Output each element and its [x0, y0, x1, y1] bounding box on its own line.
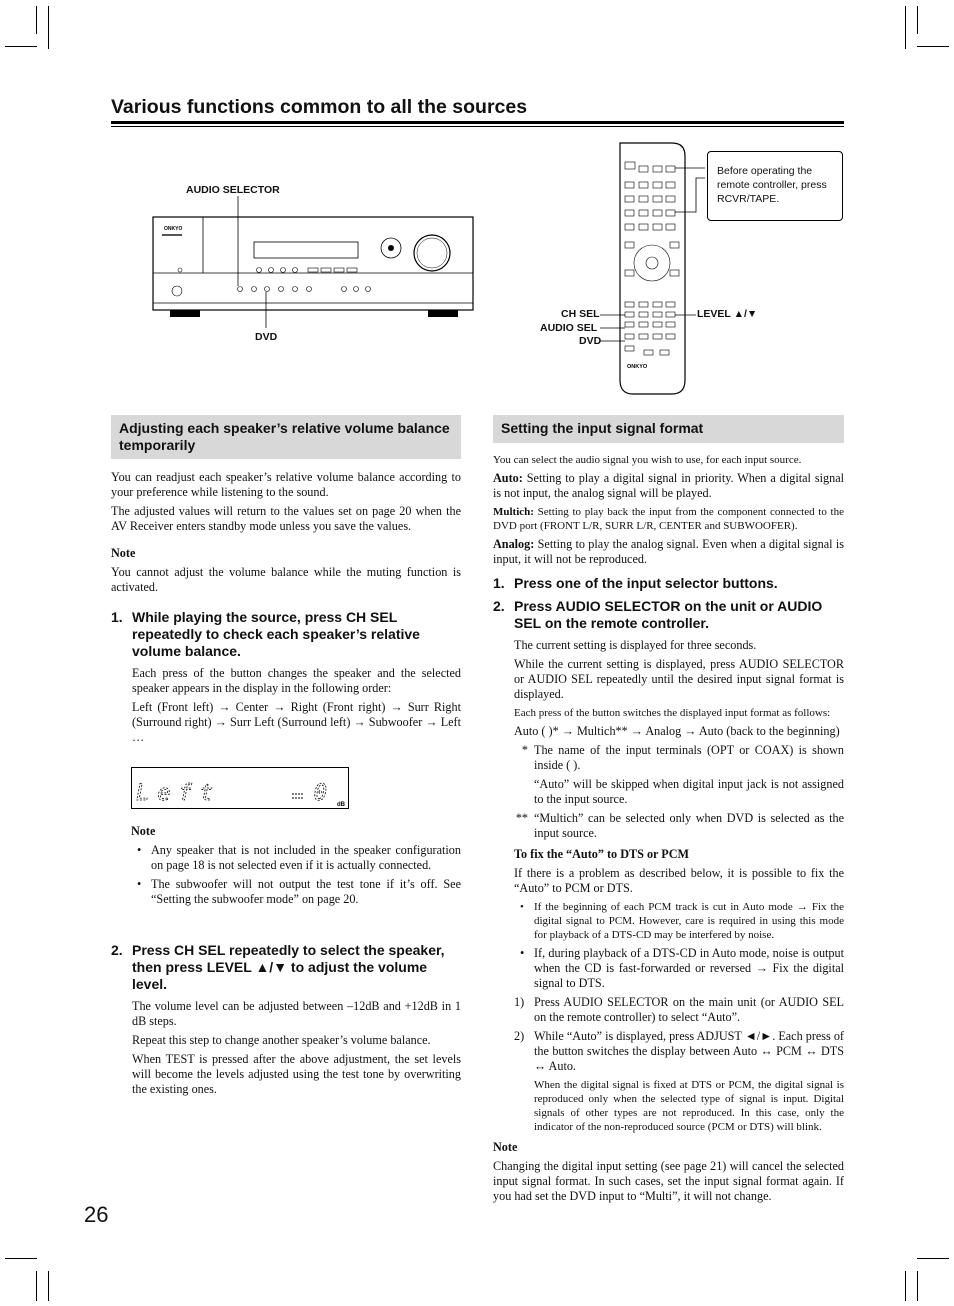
list-item: • The subwoofer will not output the test tone if it’s off. See “Setting the subwoofer mode” on page 20. — [137, 877, 461, 906]
callout-audio-selector: AUDIO SELECTOR — [186, 184, 280, 196]
paragraph: If there is a problem as described below, it is possible to fix the “Auto” to PCM or DTS. — [514, 866, 844, 895]
remote-logo: ONKYO — [627, 364, 648, 370]
right-column — [493, 453, 844, 1208]
callout-audio-sel: AUDIO SEL — [540, 322, 598, 334]
left-column-step2 — [111, 934, 461, 1101]
subheading: To fix the “Auto” to DTS or PCM — [514, 847, 690, 861]
footnote: * The name of the input terminals (OPT or COAX) is shown inside ( ). — [521, 743, 844, 772]
section-heading-volume-balance: Adjusting each speaker’s relative volume balance temporarily — [111, 415, 461, 459]
step-2 — [493, 598, 844, 632]
display-value: 0 — [313, 781, 327, 806]
callout-ch-sel: CH SEL — [561, 308, 600, 320]
paragraph: Each press of the button changes the speaker and the selected speaker appears in the display in the following order: — [132, 666, 461, 695]
list-item: • If the beginning of each PCM track is cut in Auto mode → Fix the digital signal to PCM. However, care is required in using this mode for playback of a DTS-CD may be interfered by noise. — [520, 901, 844, 941]
display-channel: Left — [136, 781, 221, 806]
receiver-illustration — [150, 190, 480, 330]
paragraph: While the current setting is displayed, press AUDIO SELECTOR or AUDIO SEL repeatedly until the desired input signal format is displayed. — [514, 657, 844, 701]
step-number: 2. — [493, 598, 505, 614]
callout-dvd-remote: DVD — [579, 335, 602, 347]
paragraph: Repeat this step to change another speaker’s volume balance. — [132, 1033, 431, 1047]
paragraph: When TEST is pressed after the above adjustment, the set levels will become the levels adjusted using the test tone by overwriting the existing ones. — [132, 1052, 461, 1096]
paragraph: The current setting is displayed for three seconds. — [514, 638, 757, 652]
paragraph: You can select the audio signal you wish to use, for each input source. — [493, 454, 802, 466]
list-item: 1) Press AUDIO SELECTOR on the main unit (or AUDIO SEL on the remote controller) to select “Auto”. — [514, 995, 844, 1024]
list-item: • If, during playback of a DTS-CD in Auto mode, noise is output when the CD is fast-forwarded or reversed → Fix the digital signal to DTS. — [520, 946, 844, 990]
footnote: “Auto” will be skipped when digital input jack is not assigned to the input source. — [534, 777, 844, 806]
title-rule-thin — [111, 126, 844, 127]
paragraph: When the digital signal is fixed at DTS or PCM, the digital signal is reproduced only when the selected type of signal is input. Digital signals of other types are not reproduced. In this case, only the indicator of the non-reproduced source (PCM or DTS) will blink. — [534, 1079, 844, 1133]
note-text: You cannot adjust the volume balance while the muting function is activated. — [111, 565, 461, 594]
note-label: Note — [111, 546, 136, 560]
sequence: Auto ( )* → Multich** → Analog → Auto (back to the beginning) — [514, 724, 840, 738]
left-column — [111, 470, 461, 749]
receiver-logo: ONKYO — [164, 226, 183, 232]
display-unit: dB — [337, 802, 345, 808]
step-number: 1. — [111, 609, 123, 625]
definition-analog: Analog: Setting to play the analog signal. Even when a digital signal is input, it will not be reproduced. — [493, 537, 844, 566]
step-title: Press one of the input selector buttons. — [514, 575, 778, 591]
step-title: While playing the source, press CH SEL repeatedly to check each speaker’s relative volume balance. — [132, 609, 420, 659]
page-title: Various functions common to all the sources — [111, 96, 528, 118]
definition-multich: Multich: Setting to play back the input from the component connected to the DVD port (FRONT L/R, SURR L/R, CENTER and SUBWOOFER). — [493, 506, 844, 532]
paragraph: The adjusted values will return to the values set on page 20 when the AV Receiver enters standby mode unless you save the values. — [111, 504, 461, 533]
step-1 — [111, 609, 461, 660]
footnote: ** “Multich” can be selected only when DVD is selected as the input source. — [515, 811, 844, 840]
page-number: 26 — [84, 1202, 109, 1227]
definition-auto: Auto: Setting to play a digital signal in priority. When a digital signal is not input, the analog signal will be played. — [493, 471, 844, 500]
section-heading-input-format: Setting the input signal format — [493, 415, 844, 443]
step-title: Press AUDIO SELECTOR on the unit or AUDIO SEL on the remote controller. — [514, 598, 823, 631]
remote-info-box: Before operating the remote controller, press RCVR/TAPE. — [707, 151, 843, 221]
paragraph: The volume level can be adjusted between –12dB and +12dB in 1 dB steps. — [132, 999, 461, 1028]
title-rule — [111, 121, 844, 124]
speaker-level-display — [131, 767, 349, 809]
paragraph: Left (Front left) → Center → Right (Front right) → Surr Right (Surround right) → Surr Left (Surround left) → Subwoofer → Left … — [132, 700, 461, 744]
step-number: 2. — [111, 942, 123, 958]
step-2 — [111, 942, 461, 993]
paragraph: You can readjust each speaker’s relative volume balance according to your preference while listening to the sound. — [111, 470, 461, 499]
left-column-lower — [131, 824, 461, 911]
remote-illustration — [600, 140, 710, 400]
step-1 — [493, 575, 844, 592]
step-number: 1. — [493, 575, 505, 591]
note-label: Note — [131, 824, 156, 838]
step-title: Press CH SEL repeatedly to select the speaker, then press LEVEL ▲/▼ to adjust the volume level. — [132, 942, 445, 992]
note-text: Changing the digital input setting (see page 21) will cancel the selected input signal format. In such cases, set the input signal format again. If you had set the DVD input to “Multi”, it will not change. — [493, 1159, 844, 1203]
callout-level: LEVEL ▲/▼ — [697, 308, 758, 320]
list-item: • Any speaker that is not included in the speaker configuration on page 18 is not selected even if it is actually connected. — [137, 843, 461, 872]
list-item: 2) While “Auto” is displayed, press ADJUST ◄/►. Each press of the button switches the display between Auto ↔ PCM ↔ DTS ↔ Auto. — [514, 1029, 844, 1073]
note-label: Note — [493, 1140, 518, 1154]
callout-dvd-unit: DVD — [255, 331, 278, 343]
paragraph: Each press of the button switches the displayed input format as follows: — [514, 707, 831, 719]
